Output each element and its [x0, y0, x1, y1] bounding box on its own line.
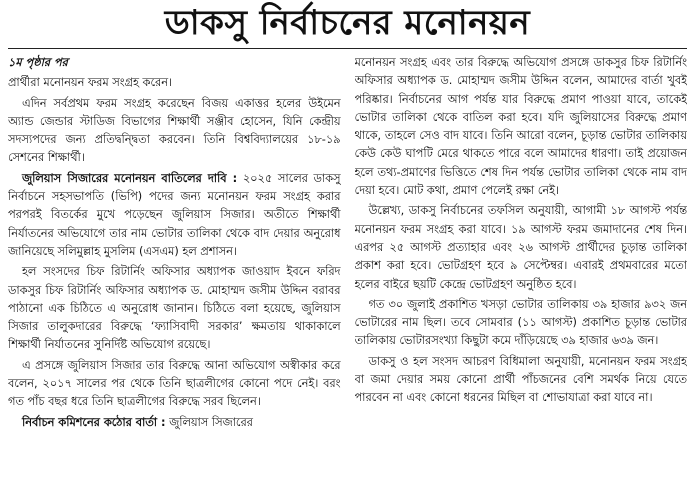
article-columns: [8, 54, 687, 492]
paragraph-text: জুলিয়াস সিজারের: [165, 415, 253, 429]
right-column-paragraph: [355, 296, 688, 351]
left-column-paragraph: [8, 170, 341, 261]
right-column-paragraph: [355, 202, 688, 293]
left-column: [8, 54, 341, 492]
left-column-paragraph: [8, 74, 341, 92]
paragraph-text: হল সংসদের চিফ রিটার্নিং অফিসার অধ্যাপক জাওয়াদ ইবনে ফরিদ ডাকসুর চিফ রিটার্নিং অফিসার অধ্যাপক ড. মোহাম্মদ জসীম উদ্দিন বরাবর পাঠানো এক চিঠিতে এ অনুরোধ জানান। চিঠিতে বলা হয়েছে, জুলিয়াস সিজার তালুকদারের বিরুদ্ধে ‘ফ্যাসিবাদী সরকার’ ক্ষমতায় থাকাকালে শিক্ষার্থী নির্যাতনের সুনির্দিষ্ট অভিযোগ রয়েছে।: [8, 265, 341, 352]
paragraph-text: প্রার্থীরা মনোনয়ন ফরম সংগ্রহ করেন।: [8, 76, 172, 90]
left-column-paragraph: [8, 414, 341, 432]
right-column-paragraph: [355, 54, 688, 200]
paragraph-text: ২০২৫ সালের ডাকসু নির্বাচনে সহসভাপতি (ভিপি) পদের জন্য মনোনয়ন ফরম সংগ্রহ করার পরপরই বিতর্কের মুখে পড়েছেন জুলিয়াস সিজার। অতীতে শিক্ষার্থী নির্যাতনের অভিযোগে তার নাম ভোটার তালিকা থেকে বাদ দেয়ার অনুরোধ জানিয়েছে সলিমুল্লাহ মুসলিম (এসএম) হল প্রশাসন।: [8, 171, 341, 258]
paragraph-text: ডাকসু ও হল সংসদ আচরণ বিধিমালা অনুযায়ী, মনোনয়ন ফরম সংগ্রহ বা জমা দেয়ার সময় কোনো প্রার্থী পাঁচজনের বেশি সমর্থক নিয়ে যেতে পারবেন না এবং কোনো ধরনের মিছিল বা শোভাযাত্রা করা যাবে না।: [354, 354, 687, 405]
right-column-paragraph: [355, 353, 688, 408]
right-column: [355, 54, 688, 492]
continued-label: ১ম পৃষ্ঠার পর: [8, 56, 68, 69]
paragraph-text: উল্লেখ্য, ডাকসু নির্বাচনের তফসিল অনুযায়ী, আগামী ১৮ আগস্ট পর্যন্ত মনোনয়ন ফরম সংগ্রহ করা যাবে। ১৯ আগস্ট ফরম জমাদানের শেষ দিন। এরপর ২৫ আগস্ট প্রত্যাহার এবং ২৬ আগস্ট প্রার্থীদের চূড়ান্ত তালিকা প্রকাশ করা হবে। ভোটগ্রহণ হবে ৯ সেপ্টেম্বর। এবারই প্রথমবারের মতো হলের বাইরে ছয়টি কেন্দ্রে ভোটগ্রহণ অনুষ্ঠিত হবে।: [354, 204, 687, 291]
left-column-paragraph: [8, 357, 341, 412]
subheading: নির্বাচন কমিশনের কঠোর বার্তা :: [22, 415, 166, 429]
subheading: জুলিয়াস সিজারের মনোনয়ন বাতিলের দাবি :: [22, 171, 238, 185]
headline-divider: [8, 48, 687, 49]
paragraph-text: এদিন সর্বপ্রথম ফরম সংগ্রহ করেছেন বিজয় একাত্তর হলের উইমেন অ্যান্ড জেন্ডার স্টাডিজ বিভাগের শিক্ষার্থী সঞ্জীব হোসেন, যিনি কেন্দ্রীয় সদস্যপদের জন্য প্রতিদ্বন্দ্বিতা করবেন। তিনি বিশ্ববিদ্যালয়ের ১৮-১৯ সেশনের শিক্ষার্থী।: [8, 96, 341, 165]
paragraph-text: গত ৩০ জুলাই প্রকাশিত খসড়া ভোটার তালিকায় ৩৯ হাজার ৯৩২ জন ভোটারের নাম ছিল। তবে সোমবার (১১ আগস্ট) প্রকাশিত চূড়ান্ত ভোটার তালিকায় ভোটারসংখ্যা কিছুটা কমে দাঁড়িয়েছে ৩৯ হাজার ৬৩৯ জন।: [354, 297, 687, 348]
left-column-paragraph: [8, 263, 341, 354]
left-column-paragraph: [8, 95, 341, 168]
paragraph-text: এ প্রসঙ্গে জুলিয়াস সিজার তার বিরুদ্ধে আনা অভিযোগ অস্বীকার করে বলেন, ২০১৭ সালের পর থেকে তিনি ছাত্রলীগের কোনো পদে নেই। বরং গত পাঁচ বছর ধরে তিনি ছাত্রলীগের বিরুদ্ধে সরব ছিলেন।: [8, 358, 341, 409]
headline: ডাকসু নির্বাচনের মনোনয়ন: [164, 3, 531, 43]
paragraph-text: মনোনয়ন সংগ্রহ এবং তার বিরুদ্ধে অভিযোগ প্রসঙ্গে ডাকসুর চিফ রিটার্নিং অফিসার অধ্যাপক ড. মোহাম্মদ জসীম উদ্দিন বলেন, আমাদের বার্তা খুবই পরিষ্কার। নির্বাচনের আগ পর্যন্ত যার বিরুদ্ধে প্রমাণ পাওয়া যাবে, তাকেই ভোটার তালিকা থেকে বাতিল করা হবে। যদি জুলিয়াসের বিরুদ্ধে প্রমাণ থাকে, তাহলে সেও বাদ যাবে। তিনি আরো বলেন, চূড়ান্ত ভোটার তালিকায় কেউ কেউ ঘাপটি মেরে থাকতে পারে বলে আমাদের ধারণা। তাই প্রয়োজন হলে তথ্য-প্রমাণের ভিত্তিতে শেষ দিন পর্যন্ত ভোটার তালিকা থেকে নাম বাদ দেয়া হবে। মোট কথা, প্রমাণ পেলেই রক্ষা নেই।: [354, 56, 687, 198]
